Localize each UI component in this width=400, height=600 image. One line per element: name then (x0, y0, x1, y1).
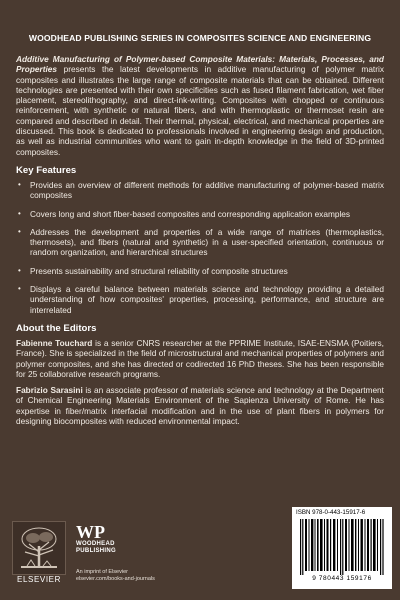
series-title: WOODHEAD PUBLISHING SERIES IN COMPOSITES SCIENCE AND ENGINEERING (28, 33, 372, 43)
list-item: • Presents sustainability and structural reliability of composite structures (18, 265, 288, 276)
list-item: • Addresses the development and properties of a wide range of matrices (thermoplastics, thermosets), and fibers (natural and synthetic) in a user-specified orientation, continuous or random organization, and hierarchical structures (18, 226, 384, 258)
publisher-name: ELSEVIER (17, 575, 61, 584)
bullet-icon: • (18, 226, 21, 236)
wp-name-line: PUBLISHING (76, 548, 117, 554)
editor-bio: Fabienne Touchard is a senior CNRS researcher at the PPRIME Institute, ISAE-ENSMA (Poitiers, France). She is specialized in the field of microstructural and mechanical properties of polymers and polymer composites, and she has directed or codirected 16 PhD theses. She has been responsible for 25 collaborative research programs. (16, 337, 384, 379)
elsevier-tree-logo-icon (12, 521, 66, 575)
isbn-label: ISBN 978-0-443-15917-6 (296, 509, 366, 516)
description-text: presents the latest developments in additive manufacturing of polymer matrix composites and illustrates the large range of composite materials that can be obtained. Different technologies are presented with their own specificities such as fused filament fabrication, wet fiber placement, stereolithography, and direct-ink-writing. Composites with chopped or continuous reinforcement, with synthetic or natural fibers, and with thermoplastic or thermoset resin are compared and described in detail. Their thermal, physical, electrical, and mechanical properties are discussed. This book is dedicated to professionals involved in engineering design and production, as well as industrial communities who want to gain in-depth knowledge in the field of 3D-printed composites. (16, 64, 384, 157)
editor-bio: Fabrizio Sarasini is an associate professor of materials science and technology at the Department of Chemical Engineering Materials Environment of the Sapienza University of Rome. He has expertise in fiber/matrix interfacial modification and in the use of plant fibers in polymers for designing biocomposites with reduced environmental impact. (16, 385, 384, 427)
bullet-icon: • (18, 265, 21, 275)
woodhead-publishing-logo (76, 523, 166, 555)
back-cover-content (16, 54, 384, 432)
about-editors-heading: About the Editors (16, 322, 97, 334)
barcode-panel (292, 507, 392, 589)
bullet-icon: • (18, 179, 21, 189)
bullet-icon: • (18, 284, 21, 294)
list-item: • Displays a careful balance between materials science and technology providing a detailed understanding of how composites' properties, processing, performance, and structure are interrelated (18, 284, 384, 315)
wp-mark: WP (76, 522, 105, 542)
bullet-icon: • (18, 208, 21, 218)
book-description (16, 54, 384, 157)
barcode-number: 9 780443 159176 (312, 575, 372, 582)
cover-footer (10, 509, 390, 593)
barcode-icon (300, 519, 384, 575)
key-features-heading: Key Features (16, 164, 77, 176)
editor-name: Fabienne Touchard (16, 337, 93, 348)
list-item: • Covers long and short fiber-based composites and corresponding application examples (18, 208, 351, 219)
list-item: • Provides an overview of different methods for additive manufacturing of polymer-based matrix composites (18, 179, 384, 201)
key-features-list (16, 180, 384, 315)
imprint-note: An imprint of Elsevier elsevier.com/books-and-journals (76, 569, 155, 582)
wp-name-line: WOODHEAD (76, 541, 115, 547)
editor-name: Fabrizio Sarasini (16, 385, 83, 396)
book-title: Additive Manufacturing of Polymer-based Composite Materials: Materials, Processes, and Properties (16, 54, 384, 75)
